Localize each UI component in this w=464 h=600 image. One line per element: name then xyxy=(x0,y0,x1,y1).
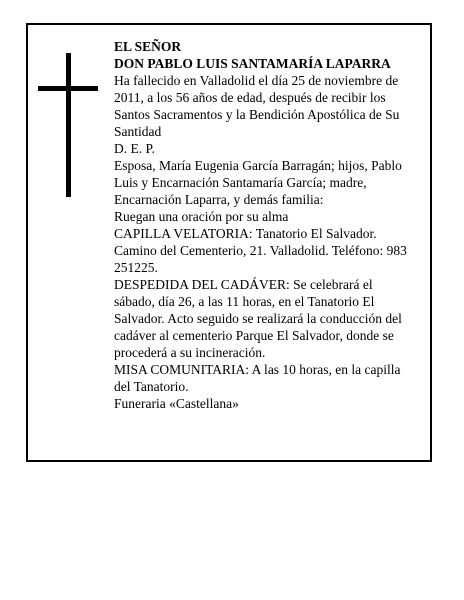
farewell-info: DESPEDIDA DEL CADÁVER: Se celebrará el sábado, día 26, a las 11 horas, en el Tanatorio El Salvador. Acto seguido se realizará la conducción del cadáver al cementerio Parque El Salvador, donde se procederá a su incineración. xyxy=(114,277,402,360)
family-list: Esposa, María Eugenia García Barragán; hijos, Pablo Luis y Encarnación Santamaría García; madre, Encarnación Laparra, y demás familia: xyxy=(114,158,402,207)
prayer-request: Ruegan una oración por su alma xyxy=(114,209,289,224)
wake-chapel-info: CAPILLA VELATORIA: Tanatorio El Salvador. Camino del Cementerio, 21. Valladolid. Teléfono: 983 251225. xyxy=(114,226,407,275)
latin-cross-icon xyxy=(38,53,98,197)
obituary-text xyxy=(114,38,414,412)
rest-in-peace: D. E. P. xyxy=(114,141,155,156)
cross-vertical-bar xyxy=(66,53,71,197)
death-announcement: Ha fallecido en Valladolid el día 25 de noviembre de 2011, a los 56 años de edad, después de recibir los Santos Sacramentos y la Bendición Apostólica de Su Santidad xyxy=(114,73,400,139)
mass-info: MISA COMUNITARIA: A las 10 horas, en la capilla del Tanatorio. xyxy=(114,362,401,394)
notice-title: EL SEÑOR xyxy=(114,39,182,54)
funeral-home: Funeraria «Castellana» xyxy=(114,396,239,411)
cross-horizontal-bar xyxy=(38,86,98,91)
deceased-name: DON PABLO LUIS SANTAMARÍA LAPARRA xyxy=(114,56,391,71)
